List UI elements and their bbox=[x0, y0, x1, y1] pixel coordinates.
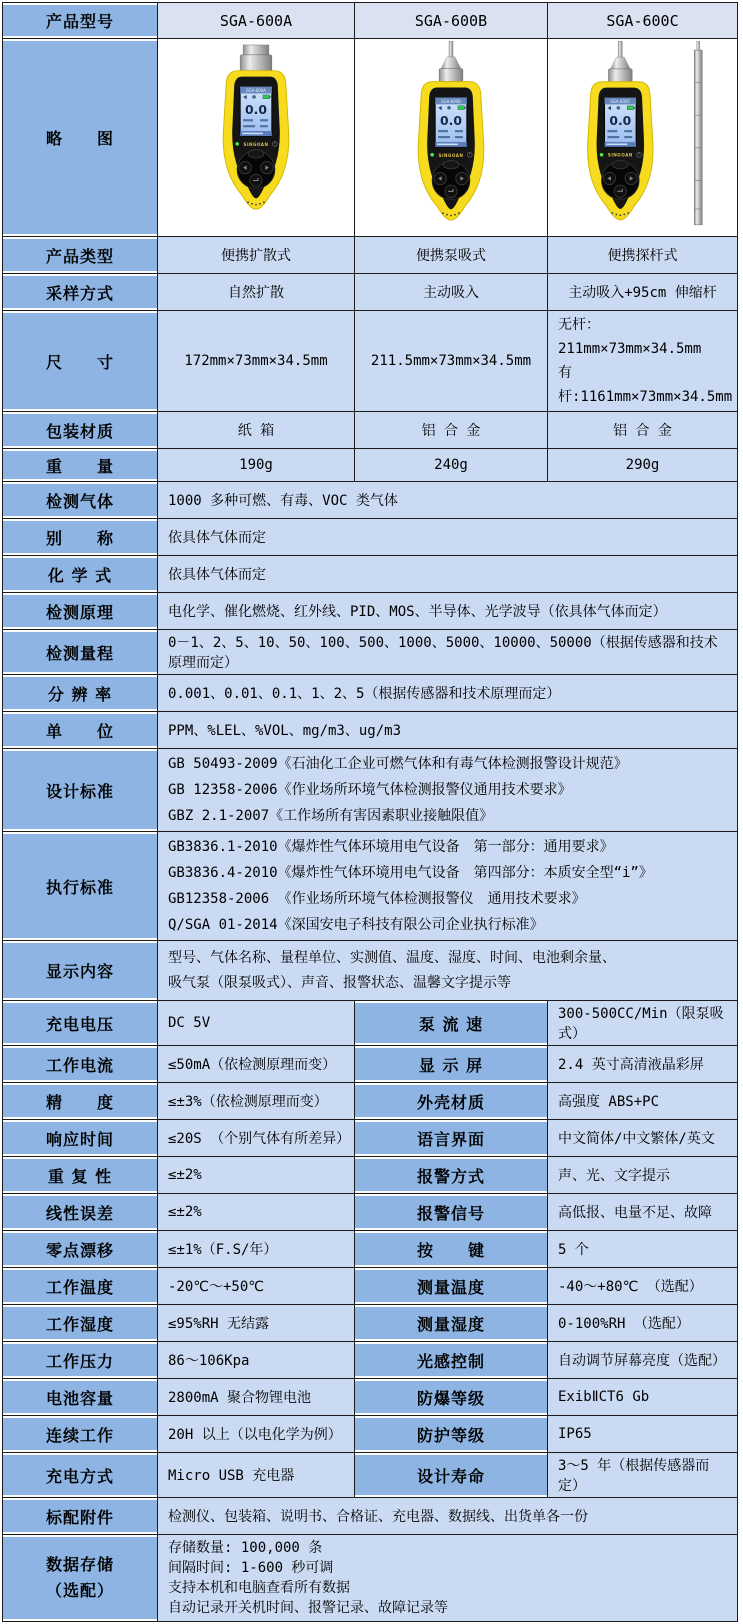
sampling-label: 采样方式 bbox=[3, 274, 158, 311]
dimensions-label: 尺 寸 bbox=[3, 311, 158, 412]
design-standards-label: 设计标准 bbox=[3, 749, 158, 832]
zero-drift-label: 零点漂移 bbox=[3, 1231, 158, 1268]
working-temp-value: -20℃～+50℃ bbox=[158, 1268, 355, 1305]
working-current-label: 工作电流 bbox=[3, 1046, 158, 1083]
data-storage-line: 支持本机和电脑查看所有数据 bbox=[168, 1580, 350, 1596]
row-continuous-work-protection-rating bbox=[3, 1416, 738, 1453]
device-image-cell-b bbox=[355, 39, 548, 237]
data-storage-line: 间隔时间: 1-600 秒可调 bbox=[168, 1560, 334, 1576]
menu-button bbox=[612, 160, 628, 168]
weight-c: 290g bbox=[548, 449, 738, 482]
device-image-cell-a bbox=[158, 39, 355, 237]
row-sampling-method bbox=[3, 274, 738, 311]
product-type-b: 便携泵吸式 bbox=[355, 237, 548, 274]
dimensions-c-line1: 无杆：211mm×73mm×34.5mm bbox=[558, 317, 702, 357]
dimensions-b: 211.5mm×73mm×34.5mm bbox=[355, 311, 548, 412]
header-row bbox=[3, 3, 738, 39]
row-resolution bbox=[3, 675, 738, 712]
row-design-standards bbox=[3, 749, 738, 832]
packaging-c: 铝 合 金 bbox=[548, 412, 738, 449]
working-pressure-value: 86～106Kpa bbox=[158, 1342, 355, 1379]
row-accuracy-shell-material bbox=[3, 1083, 738, 1120]
led-indicator bbox=[430, 153, 434, 157]
design-life-label: 设计寿命 bbox=[355, 1453, 548, 1498]
continuous-work-value: 20H 以上（以电化学为例） bbox=[158, 1416, 355, 1453]
explosion-rating-value: ExibⅡCT6 Gb bbox=[548, 1379, 738, 1416]
exec-standard-line: Q/SGA 01-2014《深国安电子科技有限公司企业执行标准》 bbox=[168, 917, 544, 933]
language-value: 中文简体/中文繁体/英文 bbox=[548, 1120, 738, 1157]
linearity-error-label: 线性误差 bbox=[3, 1194, 158, 1231]
measure-humidity-label: 测量湿度 bbox=[355, 1305, 548, 1342]
screen-datetime bbox=[242, 132, 263, 134]
repeatability-value: ≤±2% bbox=[158, 1157, 355, 1194]
row-product-type bbox=[3, 237, 738, 274]
row-detect-gas bbox=[3, 482, 738, 519]
sketch-row bbox=[3, 39, 738, 237]
fan-icon bbox=[252, 95, 256, 99]
row-repeatability-alarm-mode bbox=[3, 1157, 738, 1194]
packaging-b: 铝 合 金 bbox=[355, 412, 548, 449]
led-indicator bbox=[599, 152, 603, 156]
working-temp-label: 工作温度 bbox=[3, 1268, 158, 1305]
accessories-label: 标配附件 bbox=[3, 1498, 158, 1535]
data-storage-line: 自动记录开关机时间、报警记录、故障记录等 bbox=[168, 1600, 448, 1616]
exec-standards-value bbox=[158, 832, 738, 941]
resolution-label: 分 辨 率 bbox=[3, 675, 158, 712]
product-type-label: 产品类型 bbox=[3, 237, 158, 274]
design-standard-line: GB 12358-2006《作业场所环境气体检测报警仪通用技术要求》 bbox=[168, 782, 572, 798]
chemical-formula-label: 化 学 式 bbox=[3, 556, 158, 593]
screen-model-text: SGA-600C bbox=[609, 98, 630, 104]
row-battery-capacity-explosion-rating bbox=[3, 1379, 738, 1416]
sampling-c: 主动吸入+95cm 伸缩杆 bbox=[548, 274, 738, 311]
device-b-image bbox=[391, 41, 511, 231]
protection-rating-value: IP65 bbox=[548, 1416, 738, 1453]
detect-principle-value: 电化学、催化燃烧、红外线、PID、MOS、半导体、光学波导（依具体气体而定） bbox=[158, 593, 738, 630]
spec-table bbox=[2, 2, 738, 1622]
alias-value: 依具体气体而定 bbox=[158, 519, 738, 556]
design-standard-line: GB 50493-2009《石油化工企业可燃气体和有毒气体检测报警设计规范》 bbox=[168, 756, 628, 772]
fan-icon bbox=[616, 106, 620, 110]
display-content-label: 显示内容 bbox=[3, 941, 158, 1001]
model-b: SGA-600B bbox=[355, 3, 548, 39]
battery-capacity-label: 电池容量 bbox=[3, 1379, 158, 1416]
light-control-label: 光感控制 bbox=[355, 1342, 548, 1379]
packaging-label: 包装材质 bbox=[3, 412, 158, 449]
zero-drift-value: ≤±1%（F.S/年） bbox=[158, 1231, 355, 1268]
row-weight bbox=[3, 449, 738, 482]
keys-label: 按 键 bbox=[355, 1231, 548, 1268]
keys-value: 5 个 bbox=[548, 1231, 738, 1268]
screen-model-text: SGA-600A bbox=[246, 87, 266, 93]
resolution-value: 0.001、0.01、0.1、1、2、5（根据传感器和技术原理而定） bbox=[158, 675, 738, 712]
product-type-a: 便携扩散式 bbox=[158, 237, 355, 274]
row-dimensions bbox=[3, 311, 738, 412]
weight-b: 240g bbox=[355, 449, 548, 482]
language-label: 语言界面 bbox=[355, 1120, 548, 1157]
charge-method-value: Micro USB 充电器 bbox=[158, 1453, 355, 1498]
detect-gas-label: 检测气体 bbox=[3, 482, 158, 519]
row-chemical-formula bbox=[3, 556, 738, 593]
charge-method-label: 充电方式 bbox=[3, 1453, 158, 1498]
working-humidity-label: 工作湿度 bbox=[3, 1305, 158, 1342]
brand-text: SINGOAN bbox=[607, 152, 633, 158]
data-storage-label-line2: （选配） bbox=[45, 1581, 114, 1600]
exec-standard-line: GB12358-2006 《作业场所环境气体检测报警仪 通用技术要求》 bbox=[168, 891, 586, 907]
brand-text: SINGOAN bbox=[243, 141, 269, 147]
screen-reading: 0.0 bbox=[440, 113, 462, 128]
weight-label: 重 量 bbox=[3, 449, 158, 482]
data-storage-value bbox=[158, 1535, 738, 1622]
row-data-storage bbox=[3, 1535, 738, 1622]
row-alias bbox=[3, 519, 738, 556]
row-charge-voltage-pump-flow bbox=[3, 1001, 738, 1046]
repeatability-label: 重 复 性 bbox=[3, 1157, 158, 1194]
dimensions-c bbox=[548, 311, 738, 412]
exec-standards-label: 执行标准 bbox=[3, 832, 158, 941]
screen-reading: 0.0 bbox=[608, 113, 631, 128]
charge-voltage-value: DC 5V bbox=[158, 1001, 355, 1046]
accuracy-value: ≤±3%（依检测原理而变） bbox=[158, 1083, 355, 1120]
screen-reading: 0.0 bbox=[245, 102, 267, 117]
display-content-line: 吸气泵（限泵吸式）、声音、报警状态、温馨文字提示等 bbox=[168, 974, 511, 991]
working-humidity-value: ≤95%RH 无结露 bbox=[158, 1305, 355, 1342]
device-a-image bbox=[196, 41, 316, 231]
charge-voltage-label: 充电电压 bbox=[3, 1001, 158, 1046]
screen-model-text: SGA-600B bbox=[441, 98, 461, 104]
display-screen-value: 2.4 英寸高清液晶彩屏 bbox=[548, 1046, 738, 1083]
device-image-cell-c bbox=[548, 39, 738, 237]
menu-button bbox=[248, 149, 264, 157]
data-storage-label bbox=[3, 1535, 158, 1622]
led-indicator bbox=[235, 142, 239, 146]
menu-button bbox=[443, 160, 459, 168]
screen-datetime bbox=[606, 143, 627, 145]
continuous-work-label: 连续工作 bbox=[3, 1416, 158, 1453]
weight-a: 190g bbox=[158, 449, 355, 482]
row-display-content bbox=[3, 941, 738, 1001]
row-working-current-display-screen bbox=[3, 1046, 738, 1083]
model-c: SGA-600C bbox=[548, 3, 738, 39]
pump-probe-icon bbox=[439, 41, 463, 82]
data-storage-line: 存储数量: 100,000 条 bbox=[168, 1540, 323, 1556]
alarm-signal-label: 报警信号 bbox=[355, 1194, 548, 1231]
design-life-value: 3～5 年（根据传感器而定） bbox=[548, 1453, 738, 1498]
battery-icon bbox=[458, 105, 466, 109]
measure-temp-label: 测量温度 bbox=[355, 1268, 548, 1305]
detect-gas-value: 1000 多种可燃、有毒、VOC 类气体 bbox=[158, 482, 738, 519]
row-response-time-language bbox=[3, 1120, 738, 1157]
sampling-b: 主动吸入 bbox=[355, 274, 548, 311]
model-row-label: 产品型号 bbox=[3, 3, 158, 39]
protection-rating-label: 防护等级 bbox=[355, 1416, 548, 1453]
detect-principle-label: 检测原理 bbox=[3, 593, 158, 630]
pump-flow-value: 300-500CC/Min（限泵吸式） bbox=[548, 1001, 738, 1046]
row-charge-method-design-life bbox=[3, 1453, 738, 1498]
linearity-error-value: ≤±2% bbox=[158, 1194, 355, 1231]
battery-icon bbox=[627, 105, 635, 109]
working-current-value: ≤50mA（依检测原理而变） bbox=[158, 1046, 355, 1083]
display-screen-label: 显 示 屏 bbox=[355, 1046, 548, 1083]
telescopic-rod-icon bbox=[694, 41, 702, 225]
row-exec-standards bbox=[3, 832, 738, 941]
brand-text: SINGOAN bbox=[438, 152, 464, 158]
battery-capacity-value: 2800mA 聚合物锂电池 bbox=[158, 1379, 355, 1416]
unit-label: 单 位 bbox=[3, 712, 158, 749]
row-unit bbox=[3, 712, 738, 749]
dimensions-a: 172mm×73mm×34.5mm bbox=[158, 311, 355, 412]
chemical-formula-value: 依具体气体而定 bbox=[158, 556, 738, 593]
alarm-signal-value: 高低报、电量不足、故障 bbox=[548, 1194, 738, 1231]
inlet-cap-icon bbox=[240, 44, 272, 72]
sampling-a: 自然扩散 bbox=[158, 274, 355, 311]
row-detect-range bbox=[3, 630, 738, 675]
light-control-value: 自动调节屏幕亮度（选配） bbox=[548, 1342, 738, 1379]
battery-icon bbox=[263, 94, 271, 98]
row-working-humidity-measure-humidity bbox=[3, 1305, 738, 1342]
fan-icon bbox=[447, 106, 451, 110]
pump-flow-label: 泵 流 速 bbox=[355, 1001, 548, 1046]
detect-range-label: 检测量程 bbox=[3, 630, 158, 675]
row-packaging bbox=[3, 412, 738, 449]
shell-material-label: 外壳材质 bbox=[355, 1083, 548, 1120]
display-content-line: 型号、气体名称、量程单位、实测值、温度、湿度、时间、电池剩余量、 bbox=[168, 949, 616, 966]
unit-value: PPM、%LEL、%VOL、mg/m3、ug/m3 bbox=[158, 712, 738, 749]
screen-datetime bbox=[437, 143, 458, 145]
measure-temp-value: -40～+80℃ （选配） bbox=[548, 1268, 738, 1305]
accessories-value: 检测仪、包装箱、说明书、合格证、充电器、数据线、出货单各一份 bbox=[158, 1498, 738, 1535]
dimensions-c-line2: 有杆:1161mm×73mm×34.5mm bbox=[558, 365, 733, 405]
explosion-rating-label: 防爆等级 bbox=[355, 1379, 548, 1416]
alias-label: 别 称 bbox=[3, 519, 158, 556]
exec-standard-line: GB3836.1-2010《爆炸性气体环境用电气设备 第一部分：通用要求》 bbox=[168, 839, 614, 855]
response-time-label: 响应时间 bbox=[3, 1120, 158, 1157]
row-working-pressure-light-control bbox=[3, 1342, 738, 1379]
device-c-image bbox=[569, 41, 717, 231]
row-accessories bbox=[3, 1498, 738, 1535]
working-pressure-label: 工作压力 bbox=[3, 1342, 158, 1379]
data-storage-label-line1: 数据存储 bbox=[45, 1555, 114, 1574]
measure-humidity-value: 0-100%RH （选配） bbox=[548, 1305, 738, 1342]
display-content-value bbox=[158, 941, 738, 1001]
row-zero-drift-keys bbox=[3, 1231, 738, 1268]
sketch-row-label: 略 图 bbox=[3, 39, 158, 237]
detect-range-value: 0－1、2、5、10、50、100、500、1000、5000、10000、50000（根据传感器和技术原理而定） bbox=[158, 630, 738, 675]
model-a: SGA-600A bbox=[158, 3, 355, 39]
row-detect-principle bbox=[3, 593, 738, 630]
row-working-temp-measure-temp bbox=[3, 1268, 738, 1305]
shell-material-value: 高强度 ABS+PC bbox=[548, 1083, 738, 1120]
design-standards-value bbox=[158, 749, 738, 832]
row-linearity-alarm-signal bbox=[3, 1194, 738, 1231]
response-time-value: ≤20S （个别气体有所差异） bbox=[158, 1120, 355, 1157]
accuracy-label: 精 度 bbox=[3, 1083, 158, 1120]
design-standard-line: GBZ 2.1-2007《工作场所有害因素职业接触限值》 bbox=[168, 808, 494, 824]
packaging-a: 纸 箱 bbox=[158, 412, 355, 449]
product-type-c: 便携探杆式 bbox=[548, 237, 738, 274]
exec-standard-line: GB3836.4-2010《爆炸性气体环境用电气设备 第四部分：本质安全型“i”》 bbox=[168, 865, 653, 881]
alarm-mode-label: 报警方式 bbox=[355, 1157, 548, 1194]
alarm-mode-value: 声、光、文字提示 bbox=[548, 1157, 738, 1194]
pump-probe-icon bbox=[608, 41, 632, 81]
